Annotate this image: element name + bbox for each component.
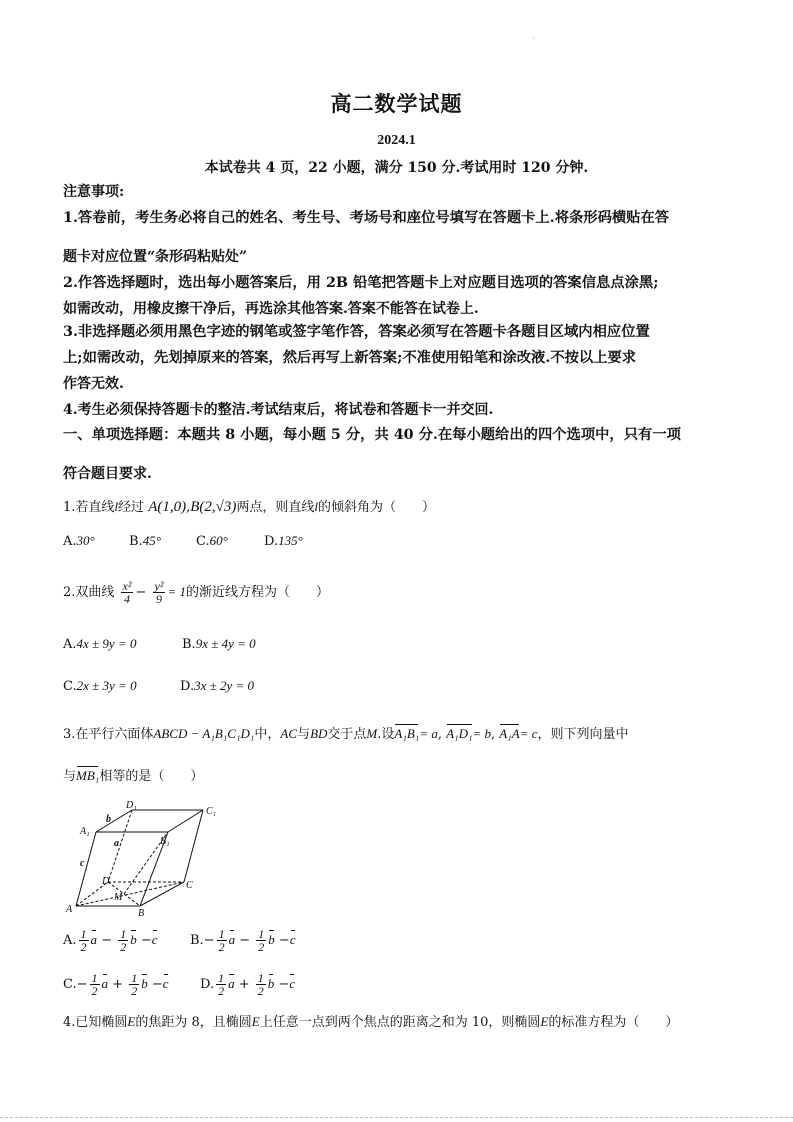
scan-mark: · xyxy=(532,34,535,43)
vector-mb1: MB₁ xyxy=(76,768,100,783)
q1-text-d: 的倾斜角为（ ） xyxy=(318,500,436,515)
q2-option-a[interactable]: A.4x ± 9y = 0 xyxy=(63,636,137,652)
q1-point-b: B(2,√3) xyxy=(190,499,237,515)
notes-heading: 注意事项: xyxy=(63,184,125,200)
page-title: 高二数学试题 xyxy=(330,91,463,116)
label-c: c xyxy=(80,858,85,869)
q2-text-b: 的渐近线方程为（ ） xyxy=(186,585,330,600)
q1-line-var: l xyxy=(114,499,119,514)
q1-text-b: 经过 xyxy=(118,500,145,515)
q1-option-b[interactable]: B.45° xyxy=(129,533,161,549)
q1-option-a[interactable]: A.30° xyxy=(63,533,95,549)
question-2: 2.双曲线 $\frac{\text{x²}}{4}$ − $\frac{\text{y²}}{9}$ = 1的渐近线方程为（ ） xyxy=(63,579,330,606)
q3-option-a[interactable]: A. $\frac{1}{2}$ a − $\frac{1}{2}$ b −c xyxy=(63,927,158,954)
q3-option-b[interactable]: B.− $\frac{1}{2}$ a − $\frac{1}{2}$ b −c xyxy=(190,927,296,954)
q1-line-var-2: l xyxy=(314,499,319,514)
exam-date: 2024.1 xyxy=(377,133,416,148)
q2-text-a: 2.双曲线 xyxy=(63,585,115,600)
q1-text-a: 1.若直线 xyxy=(63,500,115,515)
parallelepiped-figure xyxy=(60,798,220,920)
q3-option-c[interactable]: C.− $\frac{1}{2}$ a + $\frac{1}{2}$ b −c xyxy=(63,971,169,998)
note-2-line-2: 如需改动，用橡皮擦干净后，再选涂其他答案.答案不能答在试卷上. xyxy=(63,301,479,317)
q1-point-a: A(1,0) xyxy=(148,499,187,515)
q2-frac-y: $\frac{\text{y²}}{9}$ xyxy=(154,579,164,606)
label-c1: C₁ xyxy=(206,806,217,817)
question-4: 4.已知椭圆E的焦距为 8，且椭圆E上任意一点到两个焦点的距离之和为 10，则椭圆E的标准方程为（ ） xyxy=(63,1014,679,1030)
q2-option-d[interactable]: D.3x ± 2y = 0 xyxy=(180,678,255,694)
label-a-bottom: A xyxy=(66,904,73,915)
label-b: b xyxy=(106,814,111,825)
q2-option-c[interactable]: C.2x ± 3y = 0 xyxy=(63,678,137,694)
label-m: M xyxy=(114,892,123,903)
label-b1: B₁ xyxy=(160,836,170,847)
section-1-line-2: 符合题目要求. xyxy=(63,466,152,482)
question-3-line-1: 3.在平行六面体ABCD − A₁B₁C₁D₁中，AC与BD交于点M.设A₁B₁= a, A₁D₁= b, A₁A= c，则下列向量中 xyxy=(63,726,629,742)
question-3-line-2: 与MB₁相等的是（ ） xyxy=(63,768,204,784)
label-c-bottom: C xyxy=(186,880,193,891)
note-1-line-2: 题卡对应位置“条形码粘贴处” xyxy=(63,249,248,265)
label-d: D xyxy=(102,876,110,887)
note-1-line-1: 1.答卷前，考生务必将自己的姓名、考生号、考场号和座位号填写在答题卡上.将条形码横贴在答 xyxy=(63,210,670,226)
page-bottom-rule xyxy=(0,1117,793,1118)
label-d1: D₁ xyxy=(126,800,137,811)
label-a1: A₁ xyxy=(80,826,90,837)
vector-a1d1: A₁D₁ xyxy=(446,726,473,741)
note-2-line-1: 2.作答选择题时，选出每小题答案后，用 2B 铅笔把答题卡上对应题目选项的答案信息点涂黑; xyxy=(63,275,659,291)
note-3-line-3: 作答无效. xyxy=(63,376,124,392)
vector-a1a: A₁A xyxy=(499,726,520,741)
q1-comma: , xyxy=(186,500,191,515)
question-1 xyxy=(63,496,435,516)
label-b-bottom: B xyxy=(138,908,145,919)
q2-option-b[interactable]: B.9x ± 4y = 0 xyxy=(182,636,256,652)
q1-text-c: 两点，则直线 xyxy=(236,500,315,515)
q1-option-c[interactable]: C.60° xyxy=(196,533,228,549)
note-4: 4.考生必须保持答题卡的整洁.考试结束后，将试卷和答题卡一并交回. xyxy=(63,402,494,418)
note-3-line-1: 3.非选择题必须用黑色字迹的钢笔或签字笔作答，答案必须写在答题卡各题目区域内相应位置 xyxy=(63,324,650,340)
q3-solid: ABCD − A₁B₁C₁D₁ xyxy=(153,726,255,741)
vector-a1b1: A₁B₁ xyxy=(394,726,420,741)
q1-option-d[interactable]: D.135° xyxy=(264,533,303,549)
label-a: a xyxy=(114,838,119,849)
note-3-line-2: 上;如需改动，先划掉原来的答案，然后再写上新答案;不准使用铅笔和涂改液.不按以上要求 xyxy=(63,350,637,366)
section-1-line-1: 一、单项选择题：本题共 8 小题，每小题 5 分，共 40 分.在每小题给出的四个选项中，只有一项 xyxy=(63,427,681,443)
q2-frac-x: $\frac{\text{x²}}{4}$ xyxy=(122,579,132,606)
q3-option-d[interactable]: D. $\frac{1}{2}$ a + $\frac{1}{2}$ b −c xyxy=(200,971,296,998)
exam-subtitle: 本试卷共 4 页，22 小题，满分 150 分.考试用时 120 分钟. xyxy=(204,160,589,176)
